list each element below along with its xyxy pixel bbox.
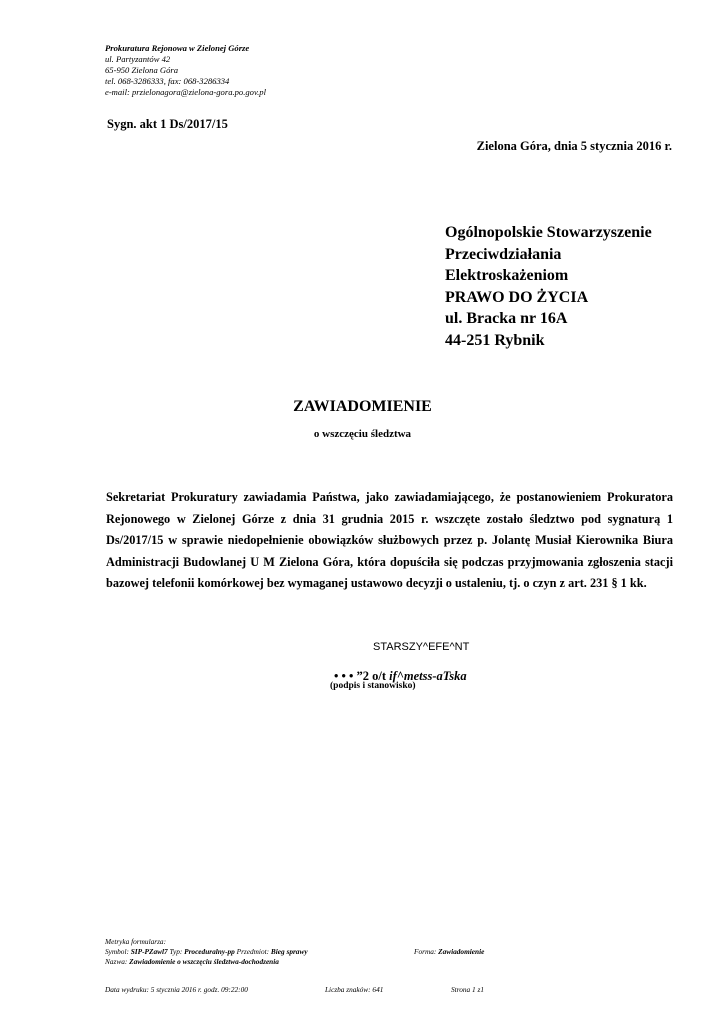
print-date: Data wydruku: 5 stycznia 2016 r. godz. 09:22:00: [105, 985, 248, 994]
recipient-line: PRAWO DO ŻYCIA: [445, 288, 589, 306]
recipient-address: [445, 222, 652, 351]
forma-value: Zawiadomienie: [438, 947, 485, 956]
symbol-label: Symbol:: [105, 947, 131, 956]
metadata-symbol-line: [105, 947, 308, 957]
sender-phone: tel. 068-3286333, fax: 068-3286334: [105, 76, 230, 86]
sender-header: [105, 43, 266, 98]
metadata-forma: [414, 947, 484, 956]
symbol-value: SIP-PZawl7: [130, 947, 168, 956]
przedmiot-label: Przedmiot:: [234, 947, 271, 956]
character-count: Liczba znaków: 641: [325, 985, 384, 994]
przedmiot-value: Bieg sprawy: [270, 947, 308, 956]
recipient-line: Elektroskażeniom: [445, 267, 569, 284]
form-metadata: [105, 937, 308, 967]
typ-label: Typ:: [167, 947, 185, 956]
recipient-line: Przeciwdziałania: [445, 245, 562, 263]
metadata-nazwa-line: [105, 957, 308, 967]
typ-value: Proceduralny-pp: [184, 947, 235, 956]
forma-label: Forma:: [414, 947, 439, 956]
place-date: Zielona Góra, dnia 5 stycznia 2016 r.: [476, 139, 672, 153]
signature-caption: (podpis i stanowisko): [330, 681, 416, 691]
nazwa-label: Nazwa:: [105, 957, 130, 966]
sender-city: 65-950 Zielona Góra: [105, 65, 179, 75]
recipient-line: Ogólnopolskie Stowarzyszenie: [445, 224, 652, 241]
recipient-line: ul. Bracka nr 16A: [445, 310, 568, 327]
sender-street: ul. Partyzantów 42: [105, 54, 171, 64]
signature-stamp-prefix: • • • ”2 o/t: [334, 669, 390, 683]
case-reference: Sygn. akt 1 Ds/2017/15: [107, 117, 228, 131]
document-title: ZAWIADOMIENIE: [293, 398, 432, 415]
notice-body: Sekretariat Prokuratury zawiadamia Państwa, jako zawiadamiającego, że postanowieniem Prokuratora Rejonowego w Zielonej Górze z dnia 31 grudnia 2015 r. wszczęte zostało śledztwo pod sygnaturą 1 Ds/2017/15 w sprawie niedopełnienie obowiązków służbowych przez p. Jolantę Musiał Kierownika Biura Administracji Budowlanej U M Zielona Góra, która dopuściła się podczas przyjmowania zgłoszenia stacji bazowej telefonii komórkowej bez wymaganej ustawowo decyzji o ustaleniu, tj. o czyn z art. 231 § 1 kk.: [106, 490, 673, 591]
signature-stamp-title: STARSZY^EFE^NT: [373, 641, 470, 653]
recipient-line: 44-251 Rybnik: [445, 331, 545, 349]
nazwa-value: Zawiadomienie o wszczęciu śledztwa-dochodzenia: [129, 957, 279, 966]
metadata-heading: Metryka formularza:: [105, 937, 167, 946]
sender-email: e-mail: przielonagora@zielona-gora.po.gov.pl: [105, 87, 266, 97]
document-subtitle: o wszczęciu śledztwa: [313, 428, 412, 440]
page-number: Strona 1 z1: [451, 985, 484, 994]
signature-stamp-italic: if^metss-aTska: [389, 669, 467, 683]
sender-org: Prokuratura Rejonowa w Zielonej Górze: [105, 43, 250, 53]
